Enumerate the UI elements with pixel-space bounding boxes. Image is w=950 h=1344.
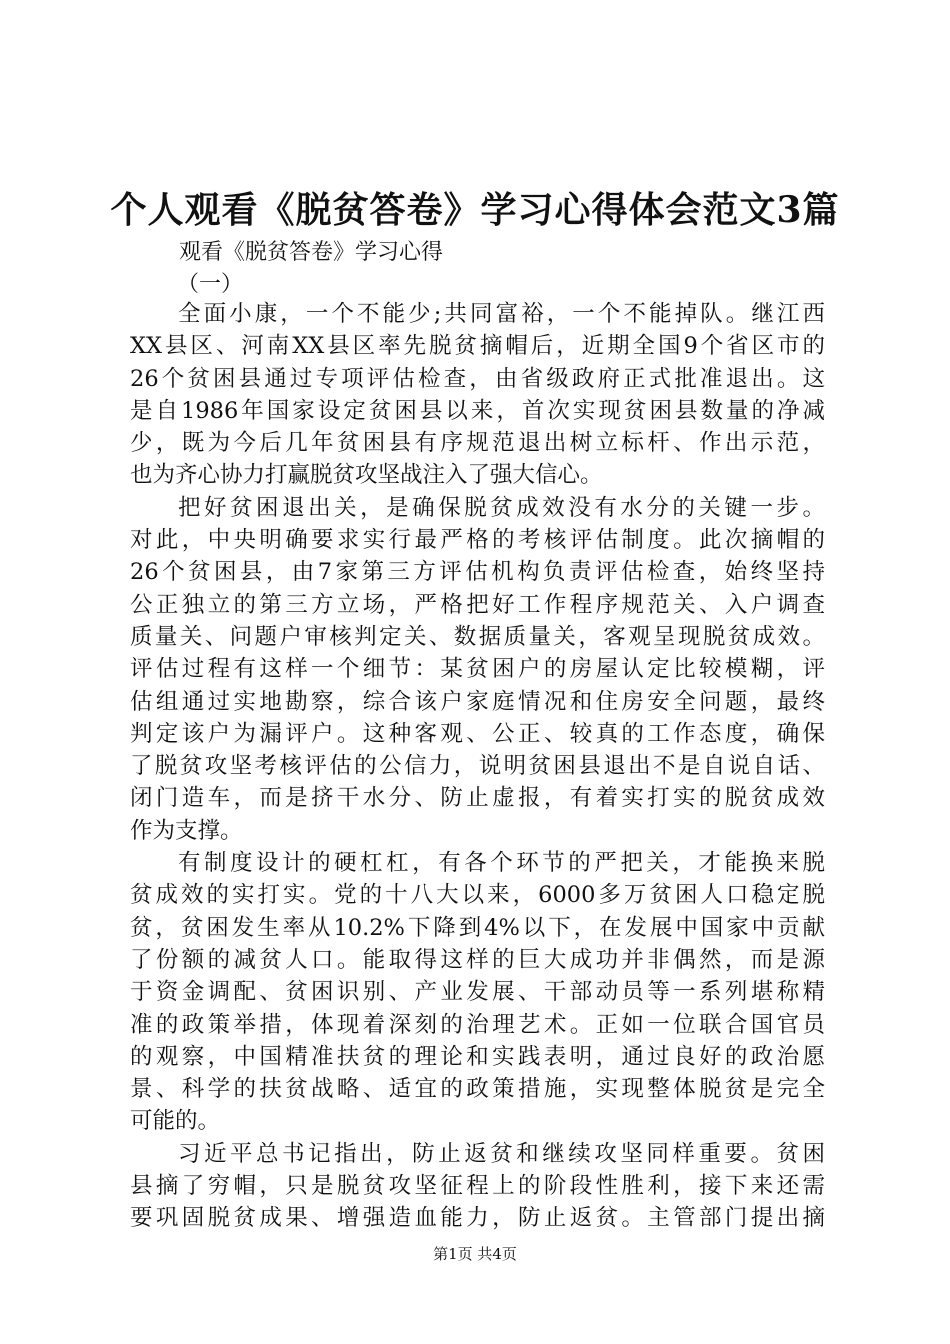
document-body [130, 298, 825, 1235]
paragraph-line: 26个贫困县通过专项评估检查，由省级政府正式批准退出。这 [130, 365, 825, 392]
paragraph-line: 公正独立的第三方立场，严格把好工作程序规范关、入户调查 [130, 591, 825, 618]
paragraph-line: 评估过程有这样一个细节：某贫困户的房屋认定比较模糊，评 [130, 656, 825, 683]
paragraph-line: 贫成效的实打实。党的十八大以来，6000多万贫困人口稳定脱 [130, 882, 825, 909]
paragraph-line: 了脱贫攻坚考核评估的公信力，说明贫困县退出不是自说自话、 [130, 753, 825, 780]
paragraph [130, 1138, 825, 1235]
paragraph [130, 492, 825, 847]
paragraph-line: 可能的。 [130, 1108, 221, 1135]
paragraph-line: 了份额的减贫人口。能取得这样的巨大成功并非偶然，而是源 [130, 946, 825, 973]
paragraph-line: XX县区、河南XX县区率先脱贫摘帽后，近期全国9个省区市的 [130, 333, 825, 360]
paragraph-line: 是自1986年国家设定贫困县以来，首次实现贫困县数量的净减 [130, 397, 825, 424]
paragraph-line: 作为支撑。 [130, 817, 243, 844]
paragraph-line: 判定该户为漏评户。这种客观、公正、较真的工作态度，确保 [130, 720, 825, 747]
paragraph-line: 对此，中央明确要求实行最严格的考核评估制度。此次摘帽的 [130, 527, 825, 554]
paragraph-line: 全面小康，一个不能少;共同富裕，一个不能掉队。继江西 [178, 301, 825, 327]
paragraph-line: 闭门造车，而是挤干水分、防止虚报，有着实打实的脱贫成效 [130, 785, 825, 812]
paragraph-line: 的观察，中国精准扶贫的理论和实践表明，通过良好的政治愿 [130, 1043, 825, 1070]
section-marker: （一） [177, 272, 244, 297]
document-subtitle: 观看《脱贫答卷》学习心得 [179, 240, 444, 265]
paragraph-line: 把好贫困退出关，是确保脱贫成效没有水分的关键一步。 [178, 494, 825, 521]
paragraph-line: 26个贫困县，由7家第三方评估机构负责评估检查，始终坚持 [130, 559, 825, 586]
paragraph-line: 县摘了穷帽，只是脱贫攻坚征程上的阶段性胜利，接下来还需 [130, 1173, 825, 1200]
paragraph-line: 要巩固脱贫成果、增强造血能力，防止返贫。主管部门提出摘 [130, 1205, 825, 1232]
page-footer: 第1页 共4页 [433, 1245, 517, 1263]
paragraph [130, 847, 825, 1138]
paragraph-line: 估组通过实地勘察，综合该户家庭情况和住房安全问题，最终 [130, 688, 825, 715]
paragraph-line: 准的政策举措，体现着深刻的治理艺术。正如一位联合国官员 [130, 1011, 825, 1038]
paragraph-line: 质量关、问题户审核判定关、数据质量关，客观呈现脱贫成效。 [130, 623, 825, 650]
paragraph [130, 298, 825, 492]
paragraph-line: 景、科学的扶贫战略、适宜的政策措施，实现整体脱贫是完全 [130, 1076, 825, 1103]
paragraph-line: 也为齐心协力打赢脱贫攻坚战注入了强大信心。 [130, 462, 603, 489]
paragraph-line: 贫，贫困发生率从10.2%下降到4%以下，在发展中国家中贡献 [130, 914, 825, 941]
paragraph-line: 少，既为今后几年贫困县有序规范退出树立标杆、作出示范， [130, 430, 825, 457]
paragraph-line: 有制度设计的硬杠杠，有各个环节的严把关，才能换来脱 [178, 850, 825, 877]
paragraph-line: 于资金调配、贫困识别、产业发展、干部动员等一系列堪称精 [130, 979, 825, 1006]
paragraph-line: 习近平总书记指出，防止返贫和继续攻坚同样重要。贫困 [178, 1140, 825, 1167]
document-title: 个人观看《脱贫答卷》学习心得体会范文3篇 [110, 189, 840, 231]
